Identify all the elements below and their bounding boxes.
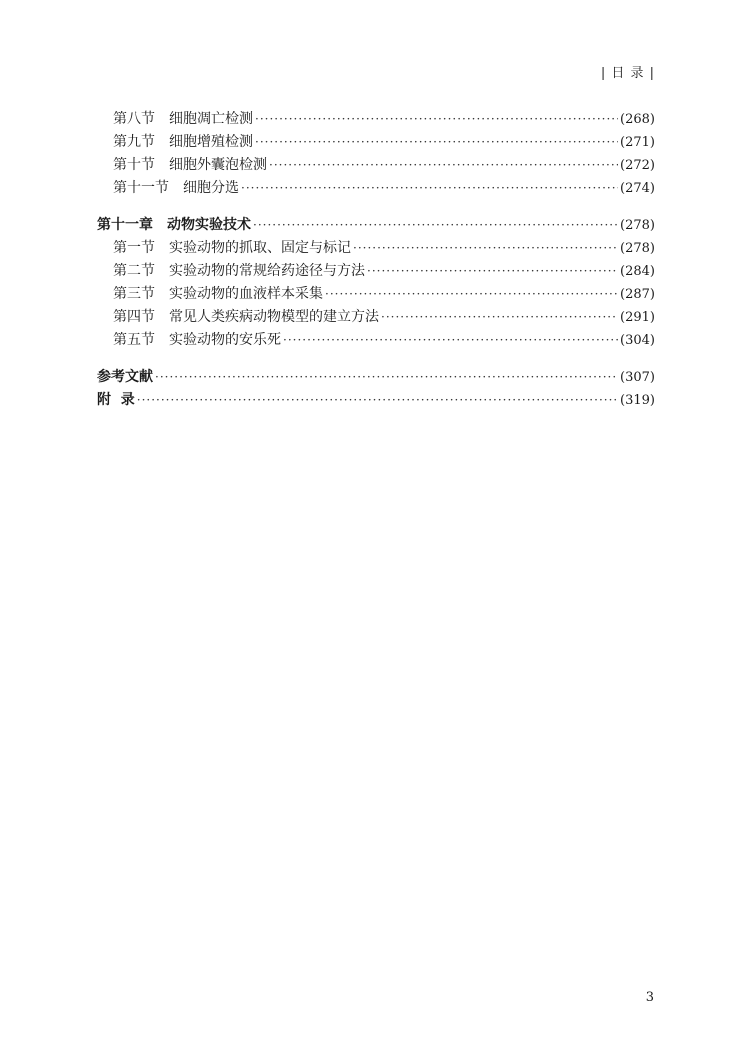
toc-entry-page: (307) (620, 370, 655, 385)
toc-entry-page: (304) (620, 333, 655, 348)
toc-entry-title: 实验动物的安乐死 (169, 332, 281, 348)
toc-entry-label: 第四节 (113, 309, 155, 325)
dot-leader (269, 154, 618, 177)
toc-entry-page: (271) (620, 135, 655, 150)
toc-entry-label: 第三节 (113, 286, 155, 302)
toc-entry[interactable] (97, 154, 655, 177)
toc-entry-title: 常见人类疾病动物模型的建立方法 (169, 309, 379, 325)
dot-leader (253, 214, 618, 237)
dot-leader (381, 306, 618, 329)
toc-references-entry[interactable] (97, 366, 655, 389)
dot-leader (155, 366, 618, 389)
toc-entry-page: (287) (620, 287, 655, 302)
toc-group-chapter-11 (97, 214, 655, 352)
toc-entry-title: 实验动物的常规给药途径与方法 (169, 263, 365, 279)
toc-entry-title: 细胞外囊泡检测 (169, 157, 267, 173)
toc-entry-title: 实验动物的抓取、固定与标记 (169, 240, 351, 256)
toc-appendix-entry[interactable] (97, 389, 655, 412)
page-number: 3 (645, 990, 654, 1005)
toc-entry-page: (278) (620, 241, 655, 256)
toc-entry-label: 第十节 (113, 157, 155, 173)
toc-entry[interactable] (97, 329, 655, 352)
running-header: | 日 录 | (600, 66, 655, 81)
toc-entry-label: 第八节 (113, 111, 155, 127)
toc-entry-title: 细胞凋亡检测 (169, 111, 253, 127)
toc-appendix-title: 附 录 (97, 392, 135, 408)
toc-entry[interactable] (97, 108, 655, 131)
toc-entry-page: (272) (620, 158, 655, 173)
toc-entry-label: 第二节 (113, 263, 155, 279)
dot-leader (325, 283, 618, 306)
toc-entry[interactable] (97, 131, 655, 154)
toc-entry-page: (268) (620, 112, 655, 127)
dot-leader (241, 177, 618, 200)
dot-leader (255, 108, 618, 131)
toc-entry[interactable] (97, 306, 655, 329)
toc-chapter-label: 第十一章 (97, 217, 153, 233)
toc-chapter-title: 动物实验技术 (167, 217, 251, 233)
toc-entry[interactable] (97, 283, 655, 306)
toc-entry-label: 第一节 (113, 240, 155, 256)
dot-leader (255, 131, 618, 154)
toc-entry-title: 细胞分选 (183, 180, 239, 196)
toc-references-title: 参考文献 (97, 369, 153, 385)
dot-leader (137, 389, 618, 412)
toc-entry-page: (319) (620, 393, 655, 408)
toc-entry-label: 第九节 (113, 134, 155, 150)
dot-leader (283, 329, 618, 352)
toc-entry[interactable] (97, 260, 655, 283)
toc-entry[interactable] (97, 177, 655, 200)
table-of-contents (97, 108, 655, 412)
toc-entry-page: (274) (620, 181, 655, 196)
toc-entry-page: (284) (620, 264, 655, 279)
toc-entry-label: 第十一节 (113, 180, 169, 196)
toc-entry-title: 细胞增殖检测 (169, 134, 253, 150)
toc-entry[interactable] (97, 237, 655, 260)
toc-entry-page: (278) (620, 218, 655, 233)
dot-leader (353, 237, 618, 260)
toc-entry-page: (291) (620, 310, 655, 325)
toc-entry-label: 第五节 (113, 332, 155, 348)
toc-group-cell-sections (97, 108, 655, 200)
toc-entry-title: 实验动物的血液样本采集 (169, 286, 323, 302)
toc-chapter-entry[interactable] (97, 214, 655, 237)
dot-leader (367, 260, 618, 283)
toc-group-back-matter (97, 366, 655, 412)
